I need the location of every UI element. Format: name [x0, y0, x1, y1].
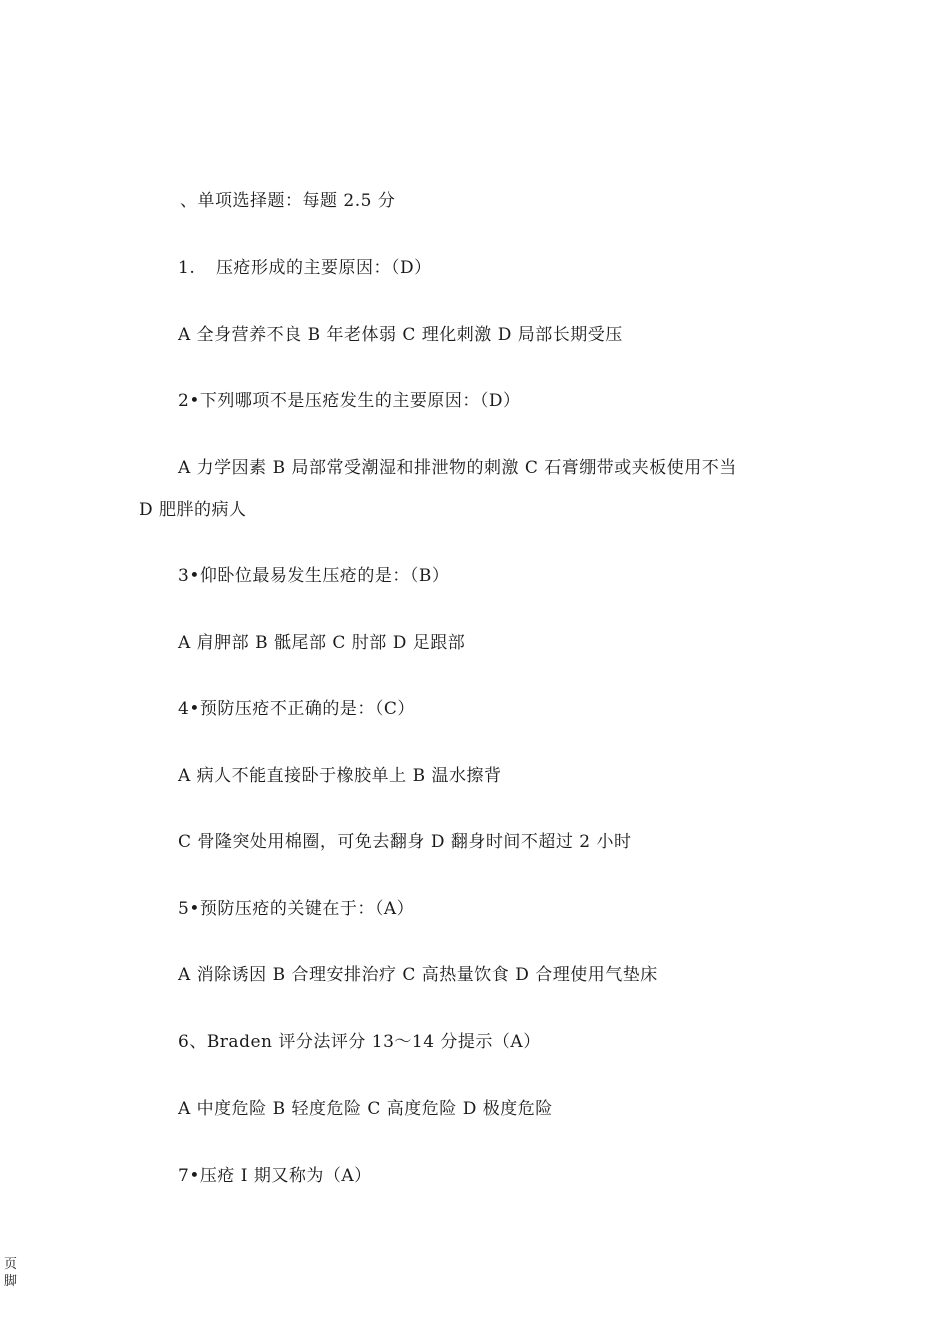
question-3-options: A 肩胛部 B 骶尾部 C 肘部 D 足跟部: [178, 633, 466, 653]
section-title: 、单项选择题：每题 2.5 分: [180, 191, 396, 211]
question-6-stem: 6、Braden 评分法评分 13〜14 分提示（A）: [178, 1032, 541, 1052]
question-2-options-line-1: A 力学因素 B 局部常受潮湿和排泄物的刺激 C 石膏绷带或夹板使用不当: [178, 458, 737, 478]
question-7-stem: 7•压疮 I 期又称为（A）: [178, 1166, 372, 1186]
question-5-stem: 5•预防压疮的关键在于：（A）: [178, 899, 415, 919]
question-4-stem: 4•预防压疮不正确的是：（C）: [178, 699, 415, 719]
question-1: [178, 257, 432, 279]
question-1-stem: 压疮形成的主要原因：（D）: [216, 258, 432, 278]
question-6-options: A 中度危险 B 轻度危险 C 高度危险 D 极度危险: [178, 1099, 553, 1119]
question-4-options-line-2: C 骨隆突处用棉圈，可免去翻身 D 翻身时间不超过 2 小时: [178, 832, 632, 852]
page-footer: 页脚: [4, 1257, 18, 1289]
question-2-options-line-2: D 肥胖的病人: [139, 500, 247, 520]
question-5-options: A 消除诱因 B 合理安排治疗 C 高热量饮食 D 合理使用气垫床: [178, 965, 658, 985]
question-1-options: A 全身营养不良 B 年老体弱 C 理化刺激 D 局部长期受压: [178, 325, 623, 345]
question-4-options-line-1: A 病人不能直接卧于橡胶单上 B 温水擦背: [178, 766, 502, 786]
question-1-number: 1.: [178, 258, 196, 278]
question-2-stem: 2•下列哪项不是压疮发生的主要原因：（D）: [178, 391, 521, 411]
question-3-stem: 3•仰卧位最易发生压疮的是：（B）: [178, 566, 450, 586]
